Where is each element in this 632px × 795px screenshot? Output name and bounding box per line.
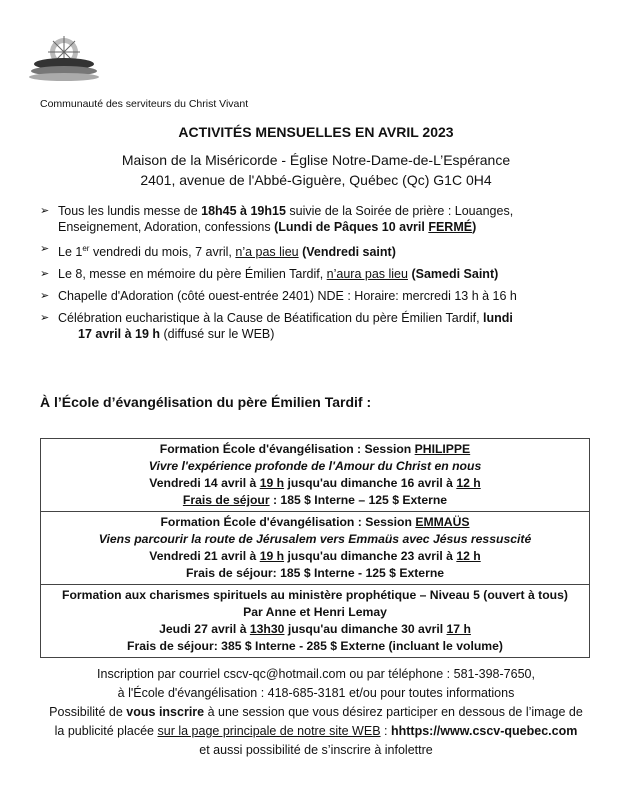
item-text: Enseignement, Adoration, confessions [58,220,275,234]
item-note: lundi [483,311,513,326]
sessions-table [40,438,590,658]
item-text: n’a pas lieu [235,245,299,260]
item-text: Chapelle d'Adoration (côté ouest-entrée 2401) NDE : Horaire: mercredi 13 h à 16 h [58,289,517,304]
arrow-bullet-icon: ➢ [40,205,50,217]
item-text: n’aura pas lieu [326,267,408,282]
website-url[interactable]: hhttps://www.cscv-quebec.com [390,724,578,738]
arrow-bullet-icon: ➢ [40,312,50,325]
item-text: vendredi du mois, 7 avril, [89,245,236,260]
item-text: Le 8, messe en mémoire du père Émilien Tardif, [58,267,327,282]
item-text: Célébration eucharistique à la Cause de Béatification du père Émilien Tardif, [58,311,484,326]
footer-line: la publicité placée sur la page principale de notre site WEB : hhttps://www.cscv-quebec.com [54,724,578,738]
item-sup: er [82,244,90,253]
list-item [38,310,598,342]
list-item [38,203,598,235]
list-item [38,241,598,260]
footer-line: Inscription par courriel cscv-qc@hotmail.com ou par téléphone : 581-398-7650, [97,667,535,681]
list-item [38,266,598,282]
footer-line: Possibilité de vous inscrire à une session que vous désirez participer en dessous de l’image de [49,705,583,719]
item-note: (Samedi Saint) [407,267,499,282]
item-text: suivie de la Soirée de prière : Louanges, [285,204,514,218]
session-emmaus: Formation École d'évangélisation : Session EMMAÜS Viens parcourir la route de Jérusalem vers Emmaüs avec Jésus ressuscité Vendredi 21 avril à 19 h jusqu'au dimanche 23 avril à 12 h Frais de séjour: 185 $ Interne - 125 $ Externe [41,512,590,585]
arrow-bullet-icon: ➢ [40,268,50,281]
item-time: 18h45 à 19h15 [201,204,286,218]
logo-icon [28,34,100,84]
item-text: Tous les lundis messe de [58,204,202,218]
session-philippe: Formation École d'évangélisation : Session PHILIPPE Vivre l'expérience profonde de l'Amour du Christ en nous Vendredi 14 avril à 19 h jusqu'au dimanche 16 avril à 12 h Frais de séjour : 185 $ Interne – 125 $ Externe [41,439,590,512]
section-heading: À l’École d’évangélisation du père Émilien Tardif : [40,394,372,410]
activities-list [38,203,598,348]
subtitle-venue: Maison de la Miséricorde - Église Notre-Dame-de-L’Espérance [121,152,511,168]
website-link[interactable]: sur la page principale de notre site WEB [157,724,381,738]
organization-name: Communauté des serviteurs du Christ Vivant [40,98,249,110]
list-item [38,288,598,304]
item-note: (Vendredi saint) [298,245,396,260]
item-note: (Lundi de Pâques 10 avril FERMÉ) [274,220,477,234]
session-theme: Viens parcourir la route de Jérusalem vers Emmaüs avec Jésus ressuscité [98,532,532,546]
arrow-bullet-icon: ➢ [40,243,50,255]
footer-info [0,665,632,760]
subtitle-address: 2401, avenue de l'Abbé-Giguère, Québec (Qc) G1C 0H4 [140,172,492,188]
item-text: Le 1 [58,245,83,260]
footer-line: et aussi possibilité de s’inscrire à infolettre [199,743,433,757]
item-time: 17 avril à 19 h [78,327,161,342]
session-charismes: Formation aux charismes spirituels au ministère prophétique – Niveau 5 (ouvert à tous) Par Anne et Henri Lemay Jeudi 27 avril à 13h30 jusqu'au dimanche 30 avril 17 h Frais de séjour: 385 $ Interne - 285 $ Externe (incluant le volume) [41,585,590,658]
session-theme: Vivre l'expérience profonde de l'Amour du Christ en nous [148,459,482,473]
footer-line: à l'École d'évangélisation : 418-685-3181 et/ou pour toutes informations [117,686,515,700]
arrow-bullet-icon: ➢ [40,290,50,303]
item-text: (diffusé sur le WEB) [160,327,275,342]
page-title: ACTIVITÉS MENSUELLES EN AVRIL 2023 [178,124,454,140]
